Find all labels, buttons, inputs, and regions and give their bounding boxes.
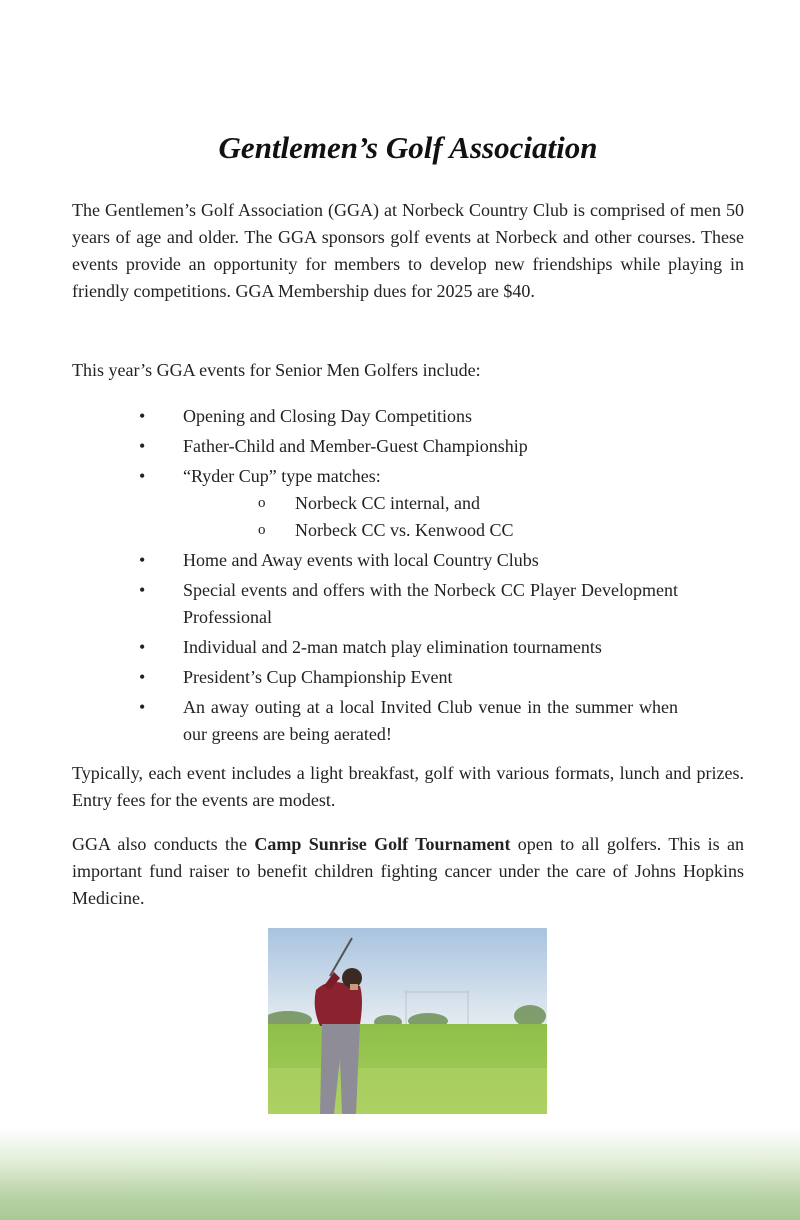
list-item <box>0 694 678 748</box>
event-label: Father-Child and Member-Guest Championship <box>183 436 528 456</box>
events-intro: This year’s GGA events for Senior Men Golfers include: <box>72 360 481 380</box>
event-label: Opening and Closing Day Competitions <box>183 406 472 426</box>
golfer-photo <box>268 928 547 1114</box>
event-label: “Ryder Cup” type matches: <box>183 466 381 486</box>
event-label: Individual and 2-man match play elimination tournaments <box>183 637 602 657</box>
event-label: Home and Away events with local Country Clubs <box>183 550 539 570</box>
camp-sunrise-tournament-name: Camp Sunrise Golf Tournament <box>254 834 511 854</box>
list-item <box>0 403 678 430</box>
sub-list-item <box>0 517 800 544</box>
sub-event-label: Norbeck CC vs. Kenwood CC <box>295 520 514 540</box>
circle-bullet-icon: o <box>258 495 266 511</box>
list-item <box>0 433 678 460</box>
ryder-cup-sublist <box>0 490 800 544</box>
footer-gradient-band <box>0 1128 800 1220</box>
bullet-icon: • <box>139 637 146 657</box>
sub-list-item <box>0 490 800 517</box>
ryder-cup-sublist-container <box>0 490 800 544</box>
list-item <box>0 547 678 574</box>
events-list <box>0 403 800 748</box>
intro-paragraph: The Gentlemen’s Golf Association (GGA) at Norbeck Country Club is comprised of men 50 years of age and older. The GGA sponsors golf events at Norbeck and other courses. These events provide an opportunity for members to develop new friendships while playing in friendly competitions. GGA Membership dues for 2025 are $40. <box>72 200 744 301</box>
bullet-icon: • <box>139 697 146 717</box>
event-label: Special events and offers with the Norbeck CC Player Development Professional <box>183 580 678 627</box>
sky <box>268 928 547 1028</box>
sub-event-label: Norbeck CC internal, and <box>295 493 480 513</box>
camp-sunrise-lead: GGA also conducts the <box>72 834 255 854</box>
event-label: An away outing at a local Invited Club venue in the summer when our greens are being aerated! <box>183 697 678 744</box>
camp-sunrise-paragraph <box>72 831 744 912</box>
list-item <box>0 577 678 631</box>
camp-sunrise-rest: open to all golfers. This is an important fund raiser to benefit children fighting cancer under the care of Johns Hopkins Medicine. <box>72 834 745 908</box>
bullet-icon: • <box>139 550 146 570</box>
foreground-grass <box>268 1068 547 1114</box>
list-item <box>0 463 678 490</box>
typical-event-paragraph: Typically, each event includes a light breakfast, golf with various formats, lunch and prizes. Entry fees for the events are modest. <box>72 763 744 810</box>
bullet-icon: • <box>139 436 146 456</box>
list-item <box>0 634 678 661</box>
event-label: President’s Cup Championship Event <box>183 667 453 687</box>
bullet-icon: • <box>139 466 146 486</box>
circle-bullet-icon: o <box>258 522 266 538</box>
bullet-icon: • <box>139 580 146 600</box>
list-item <box>0 664 678 691</box>
page-title: Gentlemen’s Golf Association <box>218 130 598 165</box>
bullet-icon: • <box>139 667 146 687</box>
bullet-icon: • <box>139 406 146 426</box>
